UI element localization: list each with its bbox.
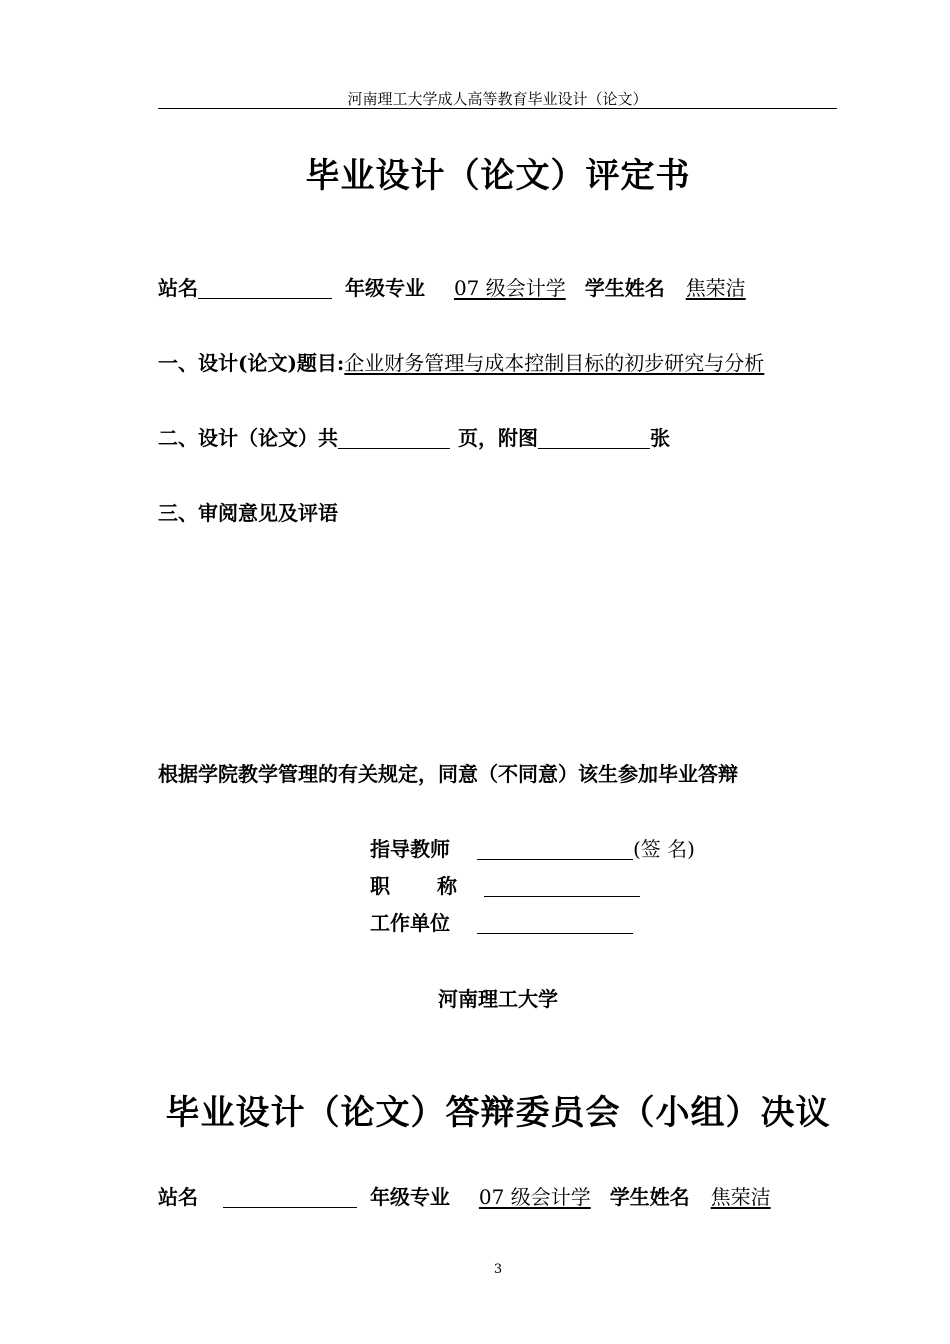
info-line-1 bbox=[158, 272, 746, 301]
unit-blank[interactable] bbox=[477, 913, 633, 934]
figures-count-blank[interactable] bbox=[538, 428, 650, 449]
evaluation-title: 毕业设计（论文）评定书 bbox=[305, 156, 691, 196]
info-line-2 bbox=[158, 1181, 771, 1210]
student-name-value-2: 焦荣洁 bbox=[710, 1185, 771, 1209]
pages-line bbox=[158, 422, 670, 451]
title-label-a: 职 bbox=[370, 874, 390, 898]
sign-note: (签 名) bbox=[632, 837, 695, 861]
advisor-line bbox=[370, 833, 695, 862]
title-label-b: 称 bbox=[437, 874, 457, 898]
unit-label: 工作单位 bbox=[370, 911, 450, 935]
topic-label: 一、设计(论文)题目: bbox=[158, 351, 345, 375]
pages-label-c: 张 bbox=[650, 426, 670, 450]
station-label: 站名 bbox=[158, 276, 198, 300]
grade-major-value: 07 级会计学 bbox=[453, 276, 566, 300]
pages-label-b: 页，附图 bbox=[458, 426, 538, 450]
student-name-label: 学生姓名 bbox=[584, 276, 665, 300]
student-name-value: 焦荣洁 bbox=[685, 276, 746, 300]
page-number: 3 bbox=[493, 1262, 503, 1277]
header-rule bbox=[158, 108, 837, 109]
consent-statement: 根据学院教学管理的有关规定，同意（不同意）该生参加毕业答辩 bbox=[158, 762, 738, 786]
station-blank-2[interactable] bbox=[223, 1187, 357, 1208]
grade-major-value-2: 07 级会计学 bbox=[478, 1185, 591, 1209]
grade-major-label-2: 年级专业 bbox=[369, 1185, 450, 1209]
grade-major-label: 年级专业 bbox=[344, 276, 425, 300]
review-heading: 三、审阅意见及评语 bbox=[158, 501, 338, 525]
title-blank[interactable] bbox=[484, 876, 640, 897]
advisor-blank[interactable] bbox=[477, 839, 633, 860]
advisor-label: 指导教师 bbox=[370, 837, 450, 861]
title-line bbox=[370, 870, 640, 899]
pages-label-a: 二、设计（论文）共 bbox=[158, 426, 338, 450]
student-name-label-2: 学生姓名 bbox=[609, 1185, 690, 1209]
pages-count-blank[interactable] bbox=[338, 428, 450, 449]
unit-line bbox=[370, 907, 633, 936]
topic-line bbox=[158, 347, 764, 376]
committee-resolution-title: 毕业设计（论文）答辩委员会（小组）决议 bbox=[165, 1093, 831, 1133]
running-header: 河南理工大学成人高等教育毕业设计（论文） bbox=[347, 90, 648, 108]
university-name: 河南理工大学 bbox=[438, 987, 558, 1011]
topic-value: 企业财务管理与成本控制目标的初步研究与分析 bbox=[344, 351, 765, 375]
station-label-2: 站名 bbox=[158, 1185, 198, 1209]
station-blank[interactable] bbox=[198, 278, 332, 299]
